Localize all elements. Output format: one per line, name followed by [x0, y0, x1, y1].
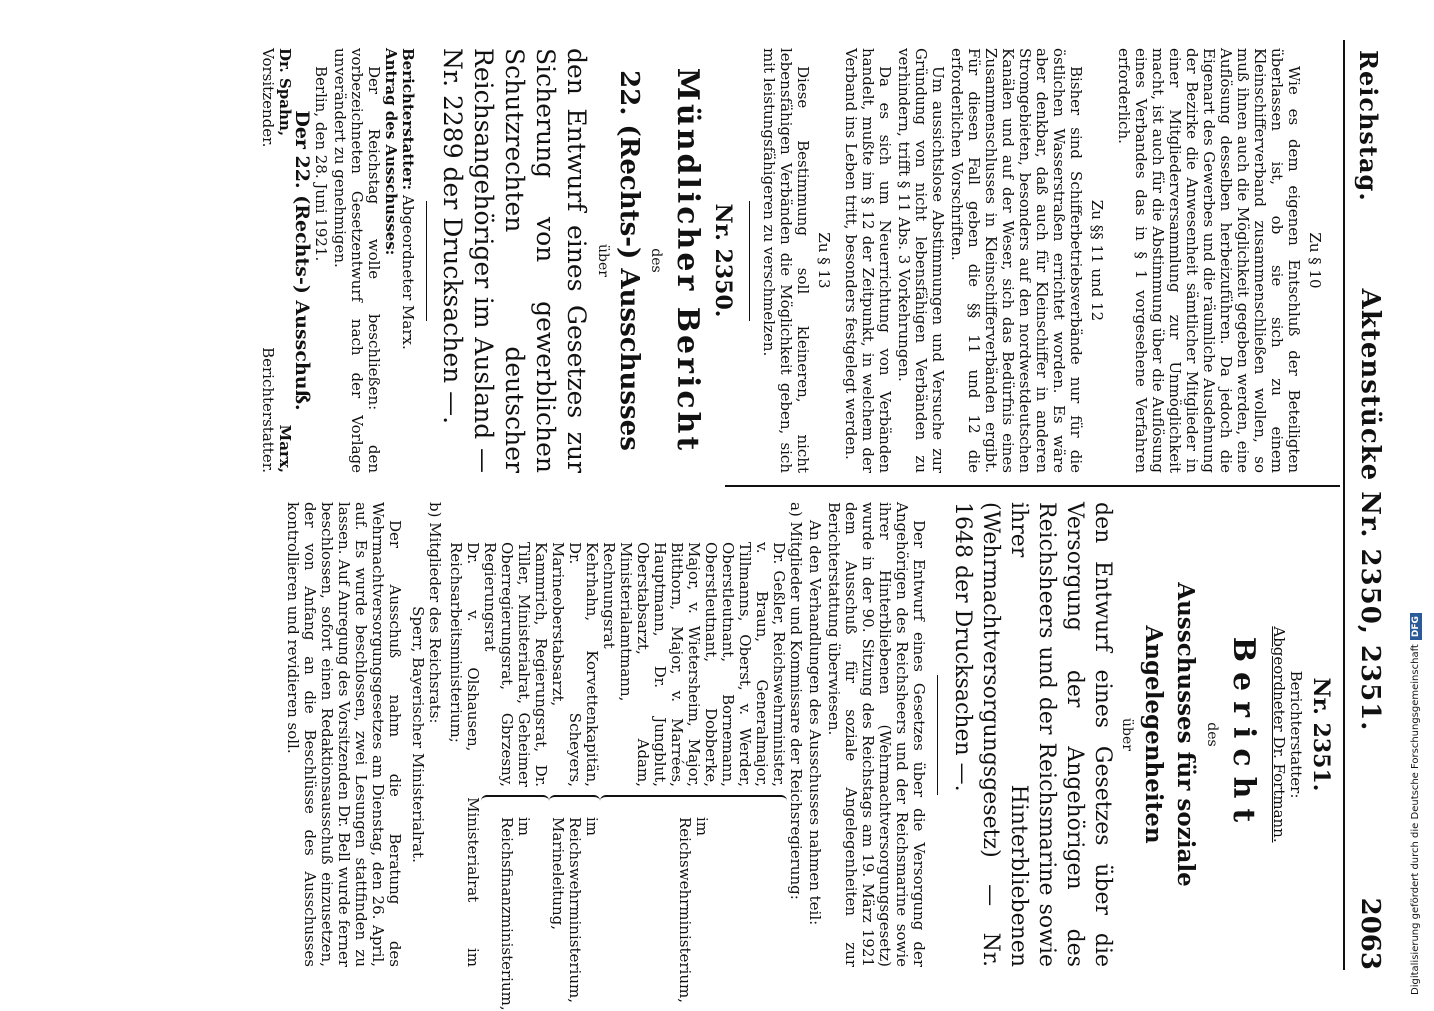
group-2-names: Kehrhahn, Korvettenkapitän, Dr. Scheyers, Marineoberstabsarzt,: [549, 542, 601, 787]
participants-a-label: a) Mitglieder und Kommissare der Reichsregierung:: [787, 502, 805, 900]
subject-2350: den Entwurf eines Gesetzes zur Sicherung von gewerblichen Schutzrechten deutscher Reichsangehöriger im Ausland — Nr. 2289 der Drucksachen —.: [438, 48, 591, 473]
brace: [549, 795, 600, 809]
header-left: Reichstag.: [1354, 50, 1383, 202]
section-text-11-b: Um aussichtslose Abstimmungen und Versuche zur Gründung von nicht lebensfähigen Verbänden zu verhindern, trifft § 11 Abs. 3 Vorkehrungen.: [895, 48, 947, 473]
report-title-2350: Mündlicher Bericht: [670, 67, 705, 454]
section-heading-11-12: Zu §§ 11 und 12: [1088, 199, 1106, 322]
group-1-ministry: im Reichswehrministerium,: [676, 817, 712, 1003]
group-3-names: Kammrich, Regierungsrat, Dr. Tiller, Ministerialrat, Geheimer Oberregierungsrat, Gbrzesny, Regierungsrat: [481, 542, 550, 787]
section-heading-10: Zu § 10: [1306, 232, 1324, 289]
report-title-2351: Bericht: [1226, 636, 1261, 833]
brace: [481, 795, 549, 809]
participants-b-label: b) Mitglieder des Reichsrats:: [426, 502, 444, 724]
dfg-logo-icon: DFG: [1410, 613, 1422, 640]
motion-text: Der Reichstag wolle beschließen: den vorbezeichneten Gesetzentwurf nach der Vorlage unverändert zu genehmigen.: [331, 48, 383, 473]
side-note: [1410, 5, 1422, 995]
final-text: Der Ausschuß nahm die Beratung des Wehrmachtversorgungsgesetzes am Dienstag, den 26. April, auf. Es wurde beschlossen, zwei Lesungen stattfinden zu lassen. Auf Anregung des Vorsitzenden Dr. Bell wurde ferner beschlossen, sofort einen Redaktionsausschuß einzusetzen, der von Anfang an die Beschlüsse des Ausschusses kontrollieren und revidieren soll.: [284, 502, 404, 967]
brace: [600, 795, 787, 809]
section-text-13: Diese Bestimmung soll kleineren, nicht lebensfähigen Verbänden die Möglichkeit geben, sich mit leistungsfähigeren zu verschmelzen.: [760, 48, 812, 473]
participant-group-4: Dr. v. Olshausen, Ministerialrat im Reichsarbeitsministerium;: [447, 542, 482, 967]
participants-intro: An den Verhandlungen des Ausschusses nahmen teil:: [806, 520, 824, 926]
chair-role: Vorsitzender.: [259, 48, 277, 148]
section-text-11-c: Da es sich um Neuerrichtung von Verbänden handelt, mußte im § 12 der Zeitpunkt, in welchem der Verband ins Leben tritt, besonders festgelegt werden.: [842, 48, 894, 473]
des-label: des: [648, 248, 664, 273]
motion-label: Antrag des Ausschusses:: [382, 48, 400, 256]
group-2-ministry: im Reichswehrministerium, Marineleitung,: [549, 817, 601, 1003]
page-header: [1349, 50, 1389, 970]
group-3-ministry: im Reichsfinanzministerium,: [498, 817, 533, 1011]
des-label-2351: des: [1204, 722, 1220, 747]
section-text-11-a: Bisher sind Schifferbetriebsverbände nur für die östlichen Wasserstraßen errichtet worden. Es wäre aber denkbar, daß auch für Kleinschiffer in anderen Stromgebieten, besonders auf den nordwestdeutschen Kanälen und auf der Weser, sich das Bedürfnis eines Zusammenschlusses in Kleinschifferverbänden ergibt. Für diesen Fall geben die §§ 11 und 12 die erforderlichen Vorschriften.: [948, 48, 1085, 473]
participant-group-2: [549, 502, 601, 1003]
reporter-line-2351: [1270, 502, 1304, 967]
header-rule: [1343, 40, 1345, 970]
reporter-line-2350: [399, 48, 416, 473]
intro-text: Der Entwurf eines Gesetzes über die Versorgung der Angehörigen des Reichsheers und der Reichsmarine sowie ihrer Hinterbliebenen (Wehrmachtversorgungsgesetz) wurde in der 90. Sitzung des Reichstags am 19. März 1921 dem Ausschuß für soziale Angelegenheiten zur Berichterstattung überwiesen.: [825, 502, 928, 967]
committee-signature: Der 22. (Rechts-) Ausschuß.: [291, 110, 313, 411]
reporter-label-2351: Berichterstatter:: [1287, 670, 1305, 799]
section-text-10: Wie es dem eigenen Entschluß der Beteiligten überlassen ist, ob sie sich zu einem Kleinschifferverband zusammenschließen wollen, so muß ihnen auch die Möglichkeit gegeben werden, eine Auflösung desselben herbeizuführen. Da jedoch die Eigenart des Gewerbes und die räumliche Ausdehnung der Bezirke die Anwesenheit sämtlicher Mitglieder in einer Mitgliederversammlung zur Unmöglichkeit macht, ist auch für die Abstimmung über die Auflösung eines Verbandes das in § 1 vorgesehene Verfahren erforderlich.: [1115, 48, 1303, 473]
separator: [937, 675, 938, 795]
chair-name: Dr. Spahn,: [276, 48, 294, 137]
header-title: Aktenstücke Nr. 2350, 2351.: [1355, 288, 1385, 732]
document-number-2350: Nr. 2350.: [710, 203, 736, 318]
date-line: Berlin, den 28. Juni 1921.: [312, 66, 330, 262]
separator: [426, 201, 427, 321]
rapporteur-name: Marx,: [276, 424, 294, 473]
section-heading-13: Zu § 13: [815, 232, 833, 289]
committee-name-2350: 22. (Rechts-) Ausschusses: [614, 70, 644, 451]
participant-group-1: [600, 502, 788, 1003]
committee-name-2351: Ausschusses für soziale Angelegenheiten: [1140, 582, 1199, 887]
reporter-name-2351: Abgeordneter Dr. Fortmann.: [1270, 626, 1288, 843]
reporter-name: Abgeordneter Marx.: [399, 194, 417, 350]
document-number-2351: Nr. 2351.: [1308, 677, 1334, 792]
ueber-label-2351: über: [1119, 718, 1135, 751]
participants-b-names: Sperr, Bayerischer Ministerialrat.: [409, 606, 427, 863]
rapporteur-role: Berichterstatter.: [259, 347, 277, 473]
page-number: 2063: [1355, 897, 1385, 970]
right-column: [282, 502, 1334, 1011]
scanned-page: [50, 40, 1395, 1011]
signatures: [259, 48, 293, 473]
subject-2351: den Entwurf eines Gesetzes über die Versorgung der Angehörigen des Reichsheers und der Reichsmarine sowie ihrer Hinterbliebenen (Wehrmachtversorgungsgesetz) — Nr. 1648 der Drucksachen —.: [950, 502, 1115, 967]
reporter-label: Berichterstatter:: [399, 48, 417, 191]
side-note-text: Digitalisierung gefördert durch die Deutsche Forschungsgemeinschaft: [1410, 644, 1421, 995]
column-divider: [725, 485, 1340, 487]
left-column: [259, 48, 1333, 473]
participant-group-3: [481, 502, 550, 1011]
ueber-label: über: [595, 244, 611, 277]
group-1-names: Dr. Geßler, Reichswehrminister, v. Braun, Generalmajor, Tillmanns, Oberst, v. Werder, Oberstleutnant, Bornemann, Oberstleutnant, Dobberke, Major, v. Wietersheim, Major, Bitthorn, Major, v. Marrées, Hauptmann, Dr. Jungblut, Oberstabsarzt, Adam, Ministerialamtmann, Rechnungsrat: [600, 542, 788, 787]
separator: [749, 201, 750, 321]
